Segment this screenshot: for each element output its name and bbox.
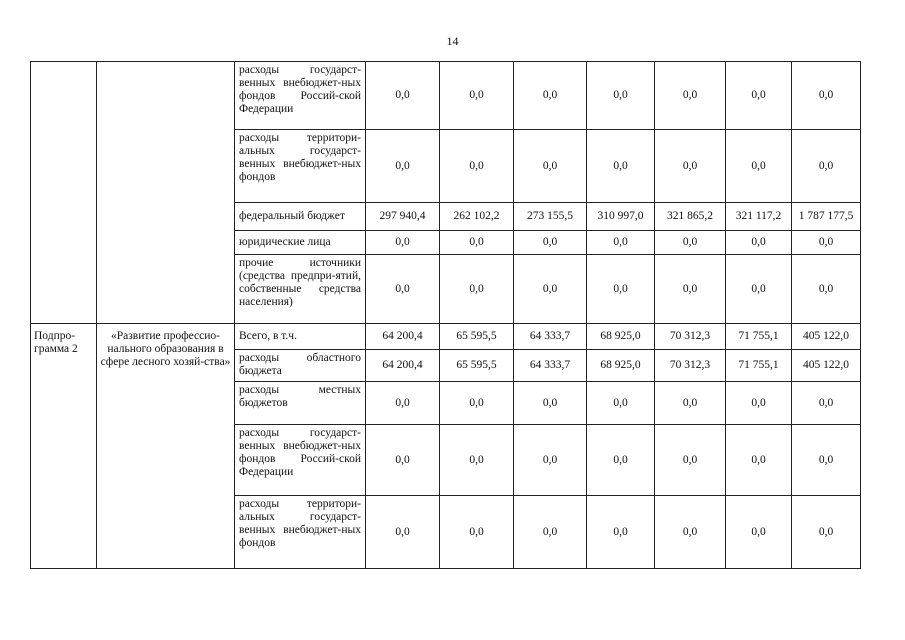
- year-value-cell: 71 755,1: [726, 324, 792, 350]
- year-value-cell: 262 102,2: [440, 203, 514, 231]
- year-value-cell: 65 595,5: [440, 324, 514, 350]
- year-value-cell: 0,0: [587, 255, 655, 324]
- year-value-cell: 0,0: [440, 62, 514, 130]
- year-value-cell: 0,0: [366, 496, 440, 569]
- year-value-cell: 68 925,0: [587, 350, 655, 382]
- year-value-cell: 0,0: [726, 382, 792, 425]
- year-value-cell: 0,0: [655, 231, 726, 255]
- year-value-cell: 0,0: [655, 255, 726, 324]
- year-value-cell: 0,0: [366, 130, 440, 203]
- empty-name-cell: [97, 62, 235, 324]
- year-value-cell: 0,0: [655, 382, 726, 425]
- year-value-cell: 0,0: [514, 496, 587, 569]
- year-value-cell: 64 333,7: [514, 324, 587, 350]
- year-value-cell: 0,0: [440, 130, 514, 203]
- year-value-cell: 0,0: [726, 62, 792, 130]
- year-value-cell: 0,0: [726, 231, 792, 255]
- year-value-cell: 0,0: [514, 425, 587, 496]
- year-value-cell: 0,0: [366, 231, 440, 255]
- total-value-cell: 0,0: [792, 130, 861, 203]
- total-value-cell: 405 122,0: [792, 350, 861, 382]
- year-value-cell: 0,0: [587, 231, 655, 255]
- total-value-cell: 405 122,0: [792, 324, 861, 350]
- funding-source: федеральный бюджет: [235, 203, 366, 231]
- funding-source: прочие источники (средства предпри-ятий, собственные средства населения): [235, 255, 366, 324]
- year-value-cell: 310 997,0: [587, 203, 655, 231]
- year-value-cell: 70 312,3: [655, 350, 726, 382]
- total-value-cell: 0,0: [792, 255, 861, 324]
- year-value-cell: 0,0: [514, 255, 587, 324]
- year-value-cell: 0,0: [726, 496, 792, 569]
- total-value-cell: 0,0: [792, 231, 861, 255]
- total-value-cell: 0,0: [792, 62, 861, 130]
- table-row: [31, 62, 861, 130]
- year-value-cell: 0,0: [440, 382, 514, 425]
- year-value-cell: 0,0: [587, 130, 655, 203]
- year-value-cell: 0,0: [655, 425, 726, 496]
- year-value-cell: 0,0: [514, 382, 587, 425]
- funding-source: Всего, в т.ч.: [235, 324, 366, 350]
- year-value-cell: 0,0: [440, 425, 514, 496]
- year-value-cell: 0,0: [366, 425, 440, 496]
- year-value-cell: 0,0: [366, 382, 440, 425]
- year-value-cell: 0,0: [514, 231, 587, 255]
- table-row: [31, 324, 861, 350]
- subprogram-name: «Развитие профессио-нального образования в сфере лесного хозяй-ства»: [97, 324, 235, 569]
- year-value-cell: 0,0: [514, 130, 587, 203]
- year-value-cell: 0,0: [440, 255, 514, 324]
- page-number: 14: [446, 34, 459, 48]
- funding-source: расходы территори-альных государст-венных внебюджет-ных фондов: [235, 130, 366, 203]
- year-value-cell: 0,0: [655, 62, 726, 130]
- year-value-cell: 0,0: [726, 255, 792, 324]
- empty-program-cell: [31, 62, 97, 324]
- year-value-cell: 0,0: [514, 62, 587, 130]
- year-value-cell: 0,0: [587, 496, 655, 569]
- year-value-cell: 0,0: [366, 255, 440, 324]
- budget-table: [30, 61, 861, 569]
- year-value-cell: 321 117,2: [726, 203, 792, 231]
- year-value-cell: 64 200,4: [366, 324, 440, 350]
- funding-source: расходы государст-венных внебюджет-ных фондов Россий-ской Федерации: [235, 425, 366, 496]
- year-value-cell: 68 925,0: [587, 324, 655, 350]
- funding-source: юридические лица: [235, 231, 366, 255]
- year-value-cell: 64 200,4: [366, 350, 440, 382]
- total-value-cell: 0,0: [792, 382, 861, 425]
- total-value-cell: 0,0: [792, 496, 861, 569]
- year-value-cell: 0,0: [726, 425, 792, 496]
- year-value-cell: 71 755,1: [726, 350, 792, 382]
- year-value-cell: 297 940,4: [366, 203, 440, 231]
- year-value-cell: 70 312,3: [655, 324, 726, 350]
- funding-source: расходы государст-венных внебюджет-ных фондов Россий-ской Федерации: [235, 62, 366, 130]
- year-value-cell: 64 333,7: [514, 350, 587, 382]
- year-value-cell: 0,0: [655, 496, 726, 569]
- year-value-cell: 0,0: [587, 382, 655, 425]
- year-value-cell: 273 155,5: [514, 203, 587, 231]
- year-value-cell: 65 595,5: [440, 350, 514, 382]
- year-value-cell: 0,0: [726, 130, 792, 203]
- year-value-cell: 0,0: [440, 496, 514, 569]
- year-value-cell: 0,0: [655, 130, 726, 203]
- funding-source: расходы местных бюджетов: [235, 382, 366, 425]
- year-value-cell: 0,0: [587, 425, 655, 496]
- year-value-cell: 0,0: [587, 62, 655, 130]
- subprogram-label: Подпро-грамма 2: [31, 324, 97, 569]
- year-value-cell: 0,0: [440, 231, 514, 255]
- funding-source: расходы областного бюджета: [235, 350, 366, 382]
- funding-source: расходы территори-альных государст-венных внебюджет-ных фондов: [235, 496, 366, 569]
- year-value-cell: 0,0: [366, 62, 440, 130]
- total-value-cell: 0,0: [792, 425, 861, 496]
- year-value-cell: 321 865,2: [655, 203, 726, 231]
- total-value-cell: 1 787 177,5: [792, 203, 861, 231]
